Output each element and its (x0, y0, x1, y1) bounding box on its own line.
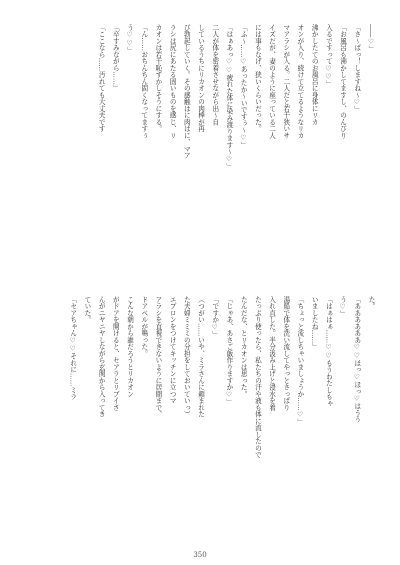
text-line: 入れ直した。半分汲み上げと浸水を着 (267, 296, 276, 411)
text-line: たっぷり使ったら、私たちの汗や液も体に流したので (253, 296, 262, 458)
text-line: た夫婦ミミミの分担をしておいていっ） (182, 296, 191, 418)
text-line: た。 (367, 296, 375, 310)
upper-text-band (22, 24, 378, 274)
text-line: こんな朝から誰だろうとリカオン (125, 296, 134, 398)
text-line: ていた。 (82, 296, 91, 323)
text-line: オンが入り、続けて立てるようなリカ (295, 24, 304, 139)
text-line: アラシを直視できないように居間まで、 (153, 296, 162, 418)
text-line: 「はぁはぁ……♡♡もうわたしもゃ (324, 296, 333, 407)
text-line: には事もなげ、狭いくらいだった。 (253, 24, 262, 132)
text-line: （つがい……いや、ミラさんに頼まれた (196, 296, 205, 418)
text-line: がドアを開けると、セアラとリブイさ (111, 296, 120, 411)
text-line: ――♡」 (367, 24, 375, 53)
text-line: 沸かしたてのお風呂に身体にリカ (310, 24, 319, 126)
text-line: 「ここなら……汚れても大丈夫です (97, 24, 106, 132)
text-line: いましたね……」 (310, 296, 319, 350)
text-line: う♡」 (338, 296, 347, 318)
text-line: 「ちょっと流しちゃいましょうか……♡」 (295, 296, 304, 426)
text-line: エプロンをつけてキッチンに立つマ (168, 296, 177, 404)
text-line: 「ですか♡」 (210, 296, 219, 338)
text-line: ドアベルが鳴った。 (139, 296, 148, 357)
text-line: しているうちにリカオンの肉棒が再 (196, 24, 205, 132)
text-line: 「ふ～……♡あったか～いですぅ～♡」 (239, 24, 248, 149)
lower-text-band (22, 296, 378, 546)
text-line: 「ん……おちんちん固くなってますぅ (139, 24, 148, 139)
text-line: 「ああああああ♡♡ほっ♡ほっ♡はうう (352, 296, 361, 424)
text-line: たんだな、とリカオンは思った。 (239, 296, 248, 398)
text-line: 二人が体を密着させながら出～自 (210, 24, 219, 126)
text-line: 入るですって♡♡」 (324, 24, 333, 88)
text-line: 「セアちゃん♡♡それに……ミラ (68, 296, 77, 401)
text-line: カオンは若干恥ずかしそうにする。 (153, 24, 162, 132)
text-line: んがニヤニヤしながら玄関から入ってき (97, 296, 106, 418)
text-line: ラシは尻にあたる固いものを感じ、リ (168, 24, 177, 139)
text-line: 「さ～ぱっ！しますね～♡」 (352, 24, 361, 114)
text-line: 「卒すみながら……」 (111, 24, 120, 92)
text-line: 「お風呂も沸かしてますし、のんびり (338, 24, 347, 139)
text-line: 「はぁあっ♡♡疲れた体に染み渡ります～♡」 (224, 24, 233, 170)
page-number: 350 (193, 551, 207, 559)
text-line: 湯船で体を洗い流してやっとさっぱり (281, 296, 290, 411)
text-line: マアラシが入る。二人だと若干狭いサ (281, 24, 290, 139)
text-line: う♡♡」 (125, 24, 134, 54)
text-line: イズだが、妻のように座っている二人 (267, 24, 276, 139)
text-line: び勃起していく。その感触はに肉はに、マア (182, 24, 191, 159)
text-line: 「じゃあ、あさご飯作りますか♡」 (224, 296, 233, 406)
